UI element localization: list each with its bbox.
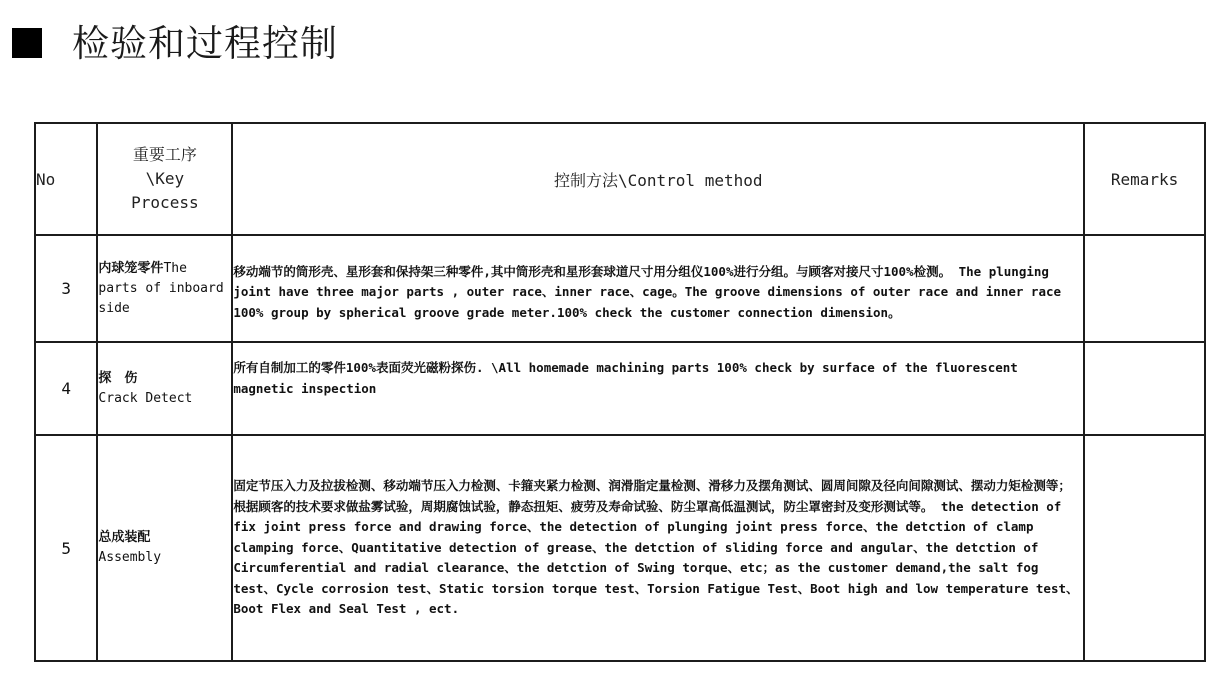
row-key-process bbox=[97, 342, 232, 435]
process-cn: 总成装配 bbox=[98, 530, 151, 545]
process-en: Assembly bbox=[98, 550, 162, 565]
method-en: \All homemade machining parts 100% check by surface of the fluorescent magnetic inspection bbox=[233, 360, 1018, 396]
table-row bbox=[35, 342, 1205, 435]
header-no: No bbox=[35, 123, 97, 235]
row-control-method bbox=[232, 435, 1084, 661]
inspection-control-table bbox=[34, 122, 1206, 662]
row-no: 4 bbox=[35, 342, 97, 435]
header-remarks: Remarks bbox=[1084, 123, 1205, 235]
method-cn: 移动端节的筒形壳、星形套和保持架三种零件,其中筒形壳和星形套球道尺寸用分组仪100%进行分组。与顾客对接尺寸100%检测。 bbox=[233, 263, 952, 279]
row-no: 5 bbox=[35, 435, 97, 661]
process-cn: 内球笼零件 bbox=[98, 260, 164, 276]
header-control-method: 控制方法\Control method bbox=[232, 123, 1084, 235]
header-key-process-cn: 重要工序 bbox=[132, 145, 197, 164]
row-remarks bbox=[1084, 235, 1205, 342]
table-row bbox=[35, 435, 1205, 661]
process-en: The parts of inboard side bbox=[98, 260, 224, 316]
table-header-row bbox=[35, 123, 1205, 235]
row-control-method bbox=[232, 342, 1084, 435]
header-key-process-en2: Process bbox=[131, 193, 199, 212]
header-key-process-en1: \Key bbox=[145, 169, 185, 188]
row-key-process bbox=[97, 235, 232, 342]
table-row bbox=[35, 235, 1205, 342]
page-title: 检验和过程控制 bbox=[72, 21, 338, 65]
title-square-bullet-icon bbox=[12, 28, 42, 58]
process-cn: 探 伤 bbox=[98, 370, 138, 386]
row-remarks bbox=[1084, 435, 1205, 661]
page-header bbox=[12, 18, 338, 68]
row-control-method bbox=[232, 235, 1084, 342]
header-key-process bbox=[97, 123, 232, 235]
row-key-process bbox=[97, 435, 232, 661]
method-cn: 固定节压入力及拉拔检测、移动端节压入力检测、卡箍夹紧力检测、润滑脂定量检测、滑移力及摆角测试、圆周间隙及径向间隙测试、摆动力矩检测等；根据顾客的技术要求做盐雾试验，周期腐蚀试验，静态扭矩、疲劳及寿命试验、防尘罩高低温测试，防尘罩密封及变形测试等。 bbox=[233, 477, 1071, 514]
method-en: the detection of fix joint press force and drawing force、the detection of plunging joint press force、the detction of clamp clamping force、Quantitative detection of grease、the detction of sliding force and angular、the detction of Circumferential and radial clearance、the detction of Swing torque、etc；as the customer demand,the salt fog test、Cycle corrosion test、Static torsion torque test、Torsion Fatigue Test、Boot high and low temperature test、Boot Flex and Seal Test , ect. bbox=[233, 498, 1079, 617]
row-no: 3 bbox=[35, 235, 97, 342]
process-en: Crack Detect bbox=[98, 390, 193, 406]
method-cn: 所有自制加工的零件100%表面荧光磁粉探伤. bbox=[233, 360, 484, 375]
row-remarks bbox=[1084, 342, 1205, 435]
method-en: The plunging joint have three major parts , outer race、inner race、cage。The groove dimensions of outer race and inner race 100% group by spherical groove grade meter.100% check the customer connection dimension。 bbox=[233, 263, 1062, 320]
